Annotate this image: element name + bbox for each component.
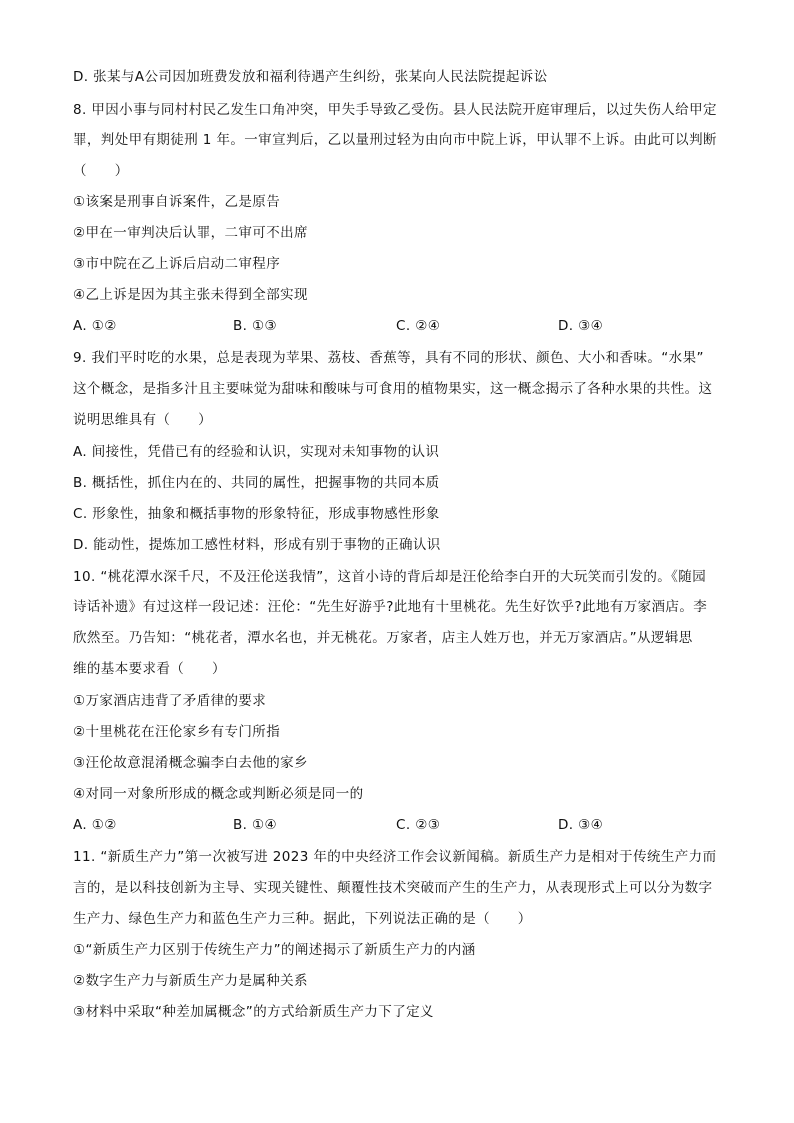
q8-stem-line-3: （ ） xyxy=(73,163,129,179)
q11-statement-2: ②数字生产力与新质生产力是属种关系 xyxy=(73,973,308,989)
q8-stem-line-2: 罪，判处甲有期徒刑 1 年。一审宣判后，乙以量刑过轻为由向市中院上诉，甲认罪不上诉。由此可以判断 xyxy=(73,132,717,148)
q8-option-a: A. ①② xyxy=(73,318,117,334)
q10-option-c: C. ②③ xyxy=(396,817,441,833)
q8-stem-line-1: 8. 甲因小事与同村村民乙发生口角冲突，甲失手导致乙受伤。县人民法院开庭审理后，以过失伤人给甲定 xyxy=(73,102,717,118)
q10-option-b: B. ①④ xyxy=(233,817,278,833)
q9-stem-line-3: 说明思维具有（ ） xyxy=(73,412,212,428)
q9-option-c: C. 形象性，抽象和概括事物的形象特征，形成事物感性形象 xyxy=(73,506,440,522)
q9-option-a: A. 间接性，凭借已有的经验和认识，实现对未知事物的认识 xyxy=(73,444,440,460)
q10-option-a: A. ①② xyxy=(73,817,117,833)
q10-stem-line-1: 10. “桃花潭水深千尺，不及汪伦送我情”，这首小诗的背后却是汪伦给李白开的大玩笑而引发的。《随园 xyxy=(73,569,707,585)
q10-stem-line-2: 诗话补遗》有过这样一段记述：汪伦：“先生好游乎?此地有十里桃花。先生好饮乎?此地有万家酒店。李 xyxy=(73,599,708,615)
q11-stem-line-1: 11. “新质生产力”第一次被写进 2023 年的中央经济工作会议新闻稿。新质生产力是相对于传统生产力而 xyxy=(73,849,717,865)
q8-option-c: C. ②④ xyxy=(396,318,441,334)
q9-option-d: D. 能动性，提炼加工感性材料，形成有别于事物的正确认识 xyxy=(73,537,441,553)
q8-statement-4: ④乙上诉是因为其主张未得到全部实现 xyxy=(73,287,308,303)
q10-stem-line-3: 欣然至。乃告知：“桃花者，潭水名也，并无桃花。万家者，店主人姓万也，并无万家酒店。”从逻辑思 xyxy=(73,630,693,646)
q7-option-d: D. 张某与A公司因加班费发放和福利待遇产生纠纷，张某向人民法院提起诉讼 xyxy=(73,69,548,85)
q10-statement-4: ④对同一对象所形成的概念或判断必须是同一的 xyxy=(73,786,364,802)
q8-statement-1: ①该案是刑事自诉案件，乙是原告 xyxy=(73,194,281,210)
q9-stem-line-2: 这个概念，是指多汁且主要味觉为甜味和酸味与可食用的植物果实，这一概念揭示了各种水果的共性。这 xyxy=(73,381,713,397)
q10-statement-1: ①万家酒店违背了矛盾律的要求 xyxy=(73,693,267,709)
q10-stem-line-4: 维的基本要求看（ ） xyxy=(73,661,226,677)
q8-statement-3: ③市中院在乙上诉后启动二审程序 xyxy=(73,256,281,272)
q10-statement-3: ③汪伦故意混淆概念骗李白去他的家乡 xyxy=(73,755,308,771)
q10-option-d: D. ③④ xyxy=(558,817,604,833)
q9-option-b: B. 概括性，抓住内在的、共同的属性，把握事物的共同本质 xyxy=(73,475,440,491)
q9-stem-line-1: 9. 我们平时吃的水果，总是表现为苹果、荔枝、香蕉等，具有不同的形状、颜色、大小和香味。“水果” xyxy=(73,350,704,366)
q8-statement-2: ②甲在一审判决后认罪，二审可不出席 xyxy=(73,225,308,241)
q10-statement-2: ②十里桃花在汪伦家乡有专门所指 xyxy=(73,724,281,740)
q11-stem-line-3: 生产力、绿色生产力和蓝色生产力三种。据此，下列说法正确的是（ ） xyxy=(73,911,532,927)
q8-option-d: D. ③④ xyxy=(558,318,604,334)
q11-statement-3: ③材料中采取“种差加属概念”的方式给新质生产力下了定义 xyxy=(73,1004,434,1020)
q11-stem-line-2: 言的，是以科技创新为主导、实现关键性、颠覆性技术突破而产生的生产力，从表现形式上可以分为数字 xyxy=(73,880,713,896)
q8-option-b: B. ①③ xyxy=(233,318,278,334)
q11-statement-1: ①“新质生产力区别于传统生产力”的阐述揭示了新质生产力的内涵 xyxy=(73,942,476,958)
